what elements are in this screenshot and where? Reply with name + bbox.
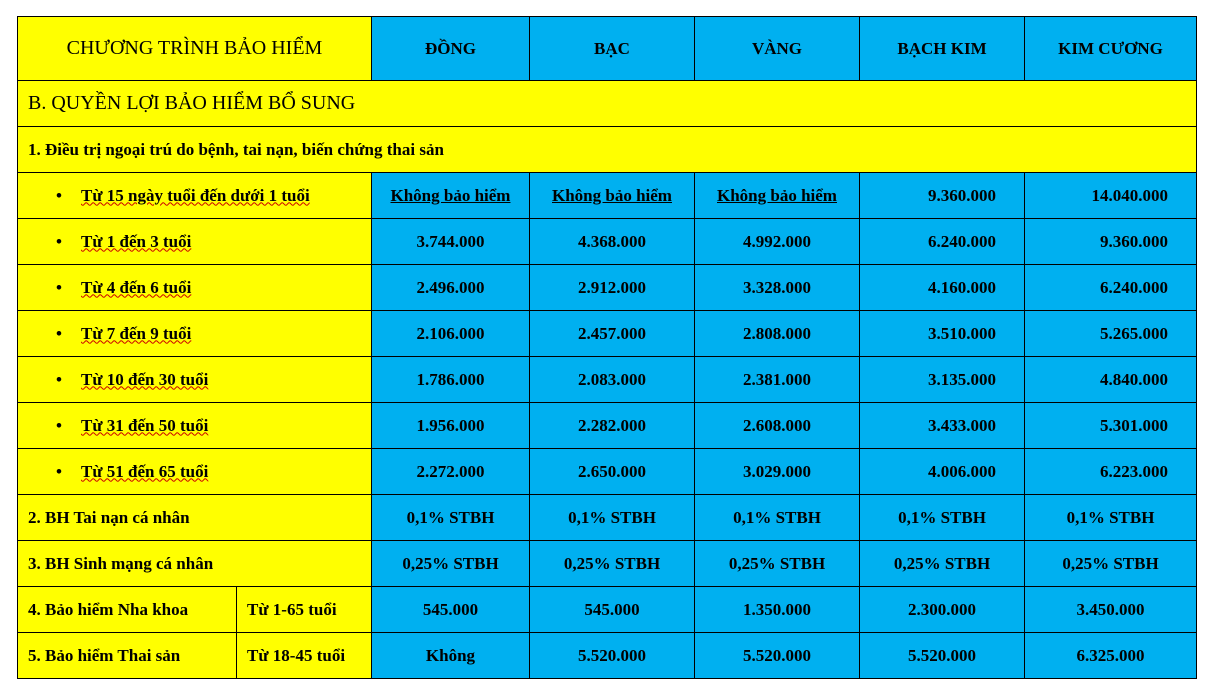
value-dong: 3.744.000 bbox=[372, 219, 530, 265]
value-bach-kim: 3.433.000 bbox=[860, 403, 1025, 449]
value-bac: 2.083.000 bbox=[530, 357, 695, 403]
age-row bbox=[18, 403, 1197, 449]
value-kim-cuong: 4.840.000 bbox=[1025, 357, 1197, 403]
bullet-icon: • bbox=[56, 415, 62, 435]
item4-age: Từ 1-65 tuổi bbox=[237, 587, 372, 633]
value-kim-cuong: 5.301.000 bbox=[1025, 403, 1197, 449]
value-bach-kim: 0,1% STBH bbox=[860, 495, 1025, 541]
plan-kim-cuong: KIM CƯƠNG bbox=[1025, 17, 1197, 81]
age-label: Từ 10 đến 30 tuổi bbox=[81, 369, 209, 389]
value-vang: 2.808.000 bbox=[695, 311, 860, 357]
value-vang: 0,1% STBH bbox=[695, 495, 860, 541]
value-kim-cuong: 0,25% STBH bbox=[1025, 541, 1197, 587]
value-bac: Không bảo hiểm bbox=[530, 173, 695, 219]
item2-row bbox=[18, 495, 1197, 541]
age-label-cell bbox=[18, 265, 372, 311]
age-label: Từ 4 đến 6 tuổi bbox=[81, 277, 192, 297]
age-row bbox=[18, 311, 1197, 357]
value-vang: 3.328.000 bbox=[695, 265, 860, 311]
value-bach-kim: 0,25% STBH bbox=[860, 541, 1025, 587]
age-label-cell bbox=[18, 311, 372, 357]
value-bach-kim: 9.360.000 bbox=[860, 173, 1025, 219]
value-bach-kim: 4.006.000 bbox=[860, 449, 1025, 495]
value-vang: 1.350.000 bbox=[695, 587, 860, 633]
header-row bbox=[18, 17, 1197, 81]
value-bac: 2.457.000 bbox=[530, 311, 695, 357]
value-kim-cuong: 5.265.000 bbox=[1025, 311, 1197, 357]
value-bac: 545.000 bbox=[530, 587, 695, 633]
plan-bac: BẠC bbox=[530, 17, 695, 81]
value-dong: Không bảo hiểm bbox=[372, 173, 530, 219]
benefits-table bbox=[17, 16, 1197, 679]
value-bac: 4.368.000 bbox=[530, 219, 695, 265]
value-bac: 2.650.000 bbox=[530, 449, 695, 495]
item2-label: 2. BH Tai nạn cá nhân bbox=[18, 495, 372, 541]
value-dong: Không bbox=[372, 633, 530, 679]
value-vang: 4.992.000 bbox=[695, 219, 860, 265]
bullet-icon: • bbox=[56, 185, 62, 205]
value-vang: 5.520.000 bbox=[695, 633, 860, 679]
value-bach-kim: 5.520.000 bbox=[860, 633, 1025, 679]
value-kim-cuong: 6.223.000 bbox=[1025, 449, 1197, 495]
value-kim-cuong: 3.450.000 bbox=[1025, 587, 1197, 633]
plan-vang: VÀNG bbox=[695, 17, 860, 81]
value-vang: 2.381.000 bbox=[695, 357, 860, 403]
item4-label: 4. Bảo hiểm Nha khoa bbox=[18, 587, 237, 633]
age-row bbox=[18, 265, 1197, 311]
age-row bbox=[18, 449, 1197, 495]
item1-row bbox=[18, 127, 1197, 173]
value-bach-kim: 6.240.000 bbox=[860, 219, 1025, 265]
value-dong: 0,1% STBH bbox=[372, 495, 530, 541]
value-kim-cuong: 9.360.000 bbox=[1025, 219, 1197, 265]
value-bach-kim: 3.510.000 bbox=[860, 311, 1025, 357]
bullet-icon: • bbox=[56, 231, 62, 251]
value-bach-kim: 4.160.000 bbox=[860, 265, 1025, 311]
value-dong: 0,25% STBH bbox=[372, 541, 530, 587]
value-vang: 3.029.000 bbox=[695, 449, 860, 495]
age-label: Từ 1 đến 3 tuổi bbox=[81, 231, 192, 251]
bullet-icon: • bbox=[56, 369, 62, 389]
value-dong: 1.786.000 bbox=[372, 357, 530, 403]
value-vang: Không bảo hiểm bbox=[695, 173, 860, 219]
value-bach-kim: 2.300.000 bbox=[860, 587, 1025, 633]
value-dong: 2.496.000 bbox=[372, 265, 530, 311]
item3-label: 3. BH Sinh mạng cá nhân bbox=[18, 541, 372, 587]
age-row bbox=[18, 219, 1197, 265]
age-label-cell bbox=[18, 173, 372, 219]
value-bac: 2.912.000 bbox=[530, 265, 695, 311]
item5-label: 5. Bảo hiểm Thai sản bbox=[18, 633, 237, 679]
value-dong: 2.272.000 bbox=[372, 449, 530, 495]
value-kim-cuong: 6.325.000 bbox=[1025, 633, 1197, 679]
bullet-icon: • bbox=[56, 277, 62, 297]
age-label-cell bbox=[18, 357, 372, 403]
value-kim-cuong: 14.040.000 bbox=[1025, 173, 1197, 219]
item5-age: Từ 18-45 tuổi bbox=[237, 633, 372, 679]
age-label: Từ 51 đến 65 tuổi bbox=[81, 461, 209, 481]
program-label: CHƯƠNG TRÌNH BẢO HIỂM bbox=[18, 17, 372, 81]
age-row bbox=[18, 173, 1197, 219]
value-bac: 0,25% STBH bbox=[530, 541, 695, 587]
plan-dong: ĐỒNG bbox=[372, 17, 530, 81]
value-bac: 5.520.000 bbox=[530, 633, 695, 679]
item4-row bbox=[18, 587, 1197, 633]
item3-row bbox=[18, 541, 1197, 587]
age-label: Từ 7 đến 9 tuổi bbox=[81, 323, 192, 343]
age-label-cell bbox=[18, 449, 372, 495]
item1-title: 1. Điều trị ngoại trú do bệnh, tai nạn, biến chứng thai sản bbox=[18, 127, 1197, 173]
value-dong: 545.000 bbox=[372, 587, 530, 633]
age-label: Từ 15 ngày tuổi đến dưới 1 tuổi bbox=[81, 185, 310, 205]
section-b-row bbox=[18, 81, 1197, 127]
age-label-cell bbox=[18, 403, 372, 449]
value-kim-cuong: 6.240.000 bbox=[1025, 265, 1197, 311]
plan-bach-kim: BẠCH KIM bbox=[860, 17, 1025, 81]
age-row bbox=[18, 357, 1197, 403]
age-label-cell bbox=[18, 219, 372, 265]
bullet-icon: • bbox=[56, 461, 62, 481]
value-dong: 2.106.000 bbox=[372, 311, 530, 357]
value-dong: 1.956.000 bbox=[372, 403, 530, 449]
section-b-title: B. QUYỀN LỢI BẢO HIỂM BỔ SUNG bbox=[18, 81, 1197, 127]
item5-row bbox=[18, 633, 1197, 679]
value-bach-kim: 3.135.000 bbox=[860, 357, 1025, 403]
age-label: Từ 31 đến 50 tuổi bbox=[81, 415, 209, 435]
value-bac: 0,1% STBH bbox=[530, 495, 695, 541]
bullet-icon: • bbox=[56, 323, 62, 343]
value-vang: 0,25% STBH bbox=[695, 541, 860, 587]
value-bac: 2.282.000 bbox=[530, 403, 695, 449]
value-kim-cuong: 0,1% STBH bbox=[1025, 495, 1197, 541]
value-vang: 2.608.000 bbox=[695, 403, 860, 449]
